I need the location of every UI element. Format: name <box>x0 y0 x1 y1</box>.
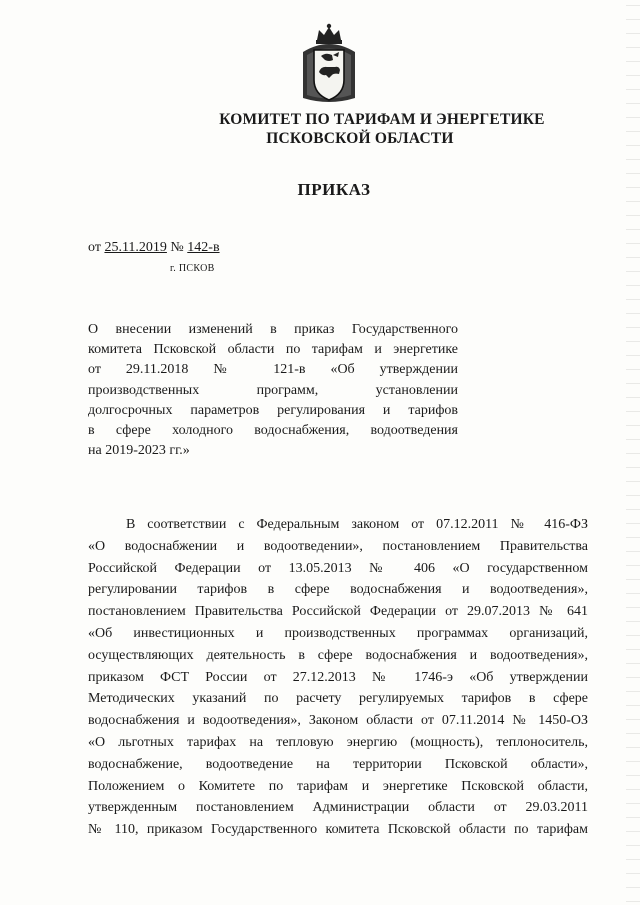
order-number: 142-в <box>187 240 220 255</box>
body-line: приказом ФСТ России от 27.12.2013 № 1746-э «Об утверждении <box>88 669 588 685</box>
order-date: 25.11.2019 <box>104 240 167 255</box>
number-prefix: № <box>170 240 184 255</box>
document-type-title: ПРИКАЗ <box>297 180 371 199</box>
body-line: Положением о Комитете по тарифам и энергетике Псковской области, <box>88 778 588 794</box>
order-date-number <box>88 240 220 256</box>
body-line: водоснабжения и водоотведения», Законом области от 07.11.2014 № 1450-ОЗ <box>88 713 588 729</box>
body-line: утвержденным постановлением Администрации области от 29.03.2011 <box>88 800 588 816</box>
body-line: «Об инвестиционных и производственных программах организаций, <box>88 625 588 641</box>
subject-line: долгосрочных параметров регулирования и тарифов <box>88 402 458 418</box>
committee-name-line1: КОМИТЕТ ПО ТАРИФАМ И ЭНЕРГЕТИКЕ <box>219 111 545 128</box>
date-prefix: от <box>88 240 101 255</box>
subject-line: комитета Псковской области по тарифам и энергетике <box>88 342 458 358</box>
body-line: постановлением Правительства Российской Федерации от 29.07.2013 № 641 <box>88 604 588 620</box>
body-line: регулировании тарифов в сфере водоснабжения и водоотведения», <box>88 582 588 598</box>
body-line: водоснабжение, водоотведение на территории Псковской области», <box>88 756 588 772</box>
committee-name-line2: ПСКОВСКОЙ ОБЛАСТИ <box>266 130 454 147</box>
subject-line: от 29.11.2018 № 121-в «Об утверждении <box>88 362 458 378</box>
body-line: Методических указаний по расчету регулируемых тарифов в сфере <box>88 691 588 707</box>
body-line: «О водоснабжении и водоотведении», постановлением Правительства <box>88 538 588 554</box>
subject-line: производственных программ, установлении <box>88 382 458 398</box>
issuing-city: г. ПСКОВ <box>170 263 215 274</box>
coat-of-arms-icon <box>299 22 359 106</box>
issuing-authority <box>140 110 580 148</box>
scan-edge-noise <box>626 0 640 905</box>
preamble-paragraph <box>88 514 588 841</box>
body-line: «О льготных тарифах на тепловую энергию (мощность), теплоноситель, <box>88 734 588 750</box>
order-subject <box>88 320 458 461</box>
subject-line: О внесении изменений в приказ Государственного <box>88 322 458 337</box>
body-line: В соответствии с Федеральным законом от 07.12.2011 № 416-ФЗ <box>126 517 588 532</box>
body-line: осуществляющих деятельность в сфере водоснабжения и водоотведения», <box>88 647 588 663</box>
subject-line: в сфере холодного водоснабжения, водоотведения <box>88 423 458 439</box>
body-line: Российской Федерации от 13.05.2013 № 406 «О государственном <box>88 560 588 576</box>
body-line: № 110, приказом Государственного комитета Псковской области по тарифам <box>88 822 588 838</box>
subject-line: на 2019-2023 гг.» <box>88 443 190 459</box>
